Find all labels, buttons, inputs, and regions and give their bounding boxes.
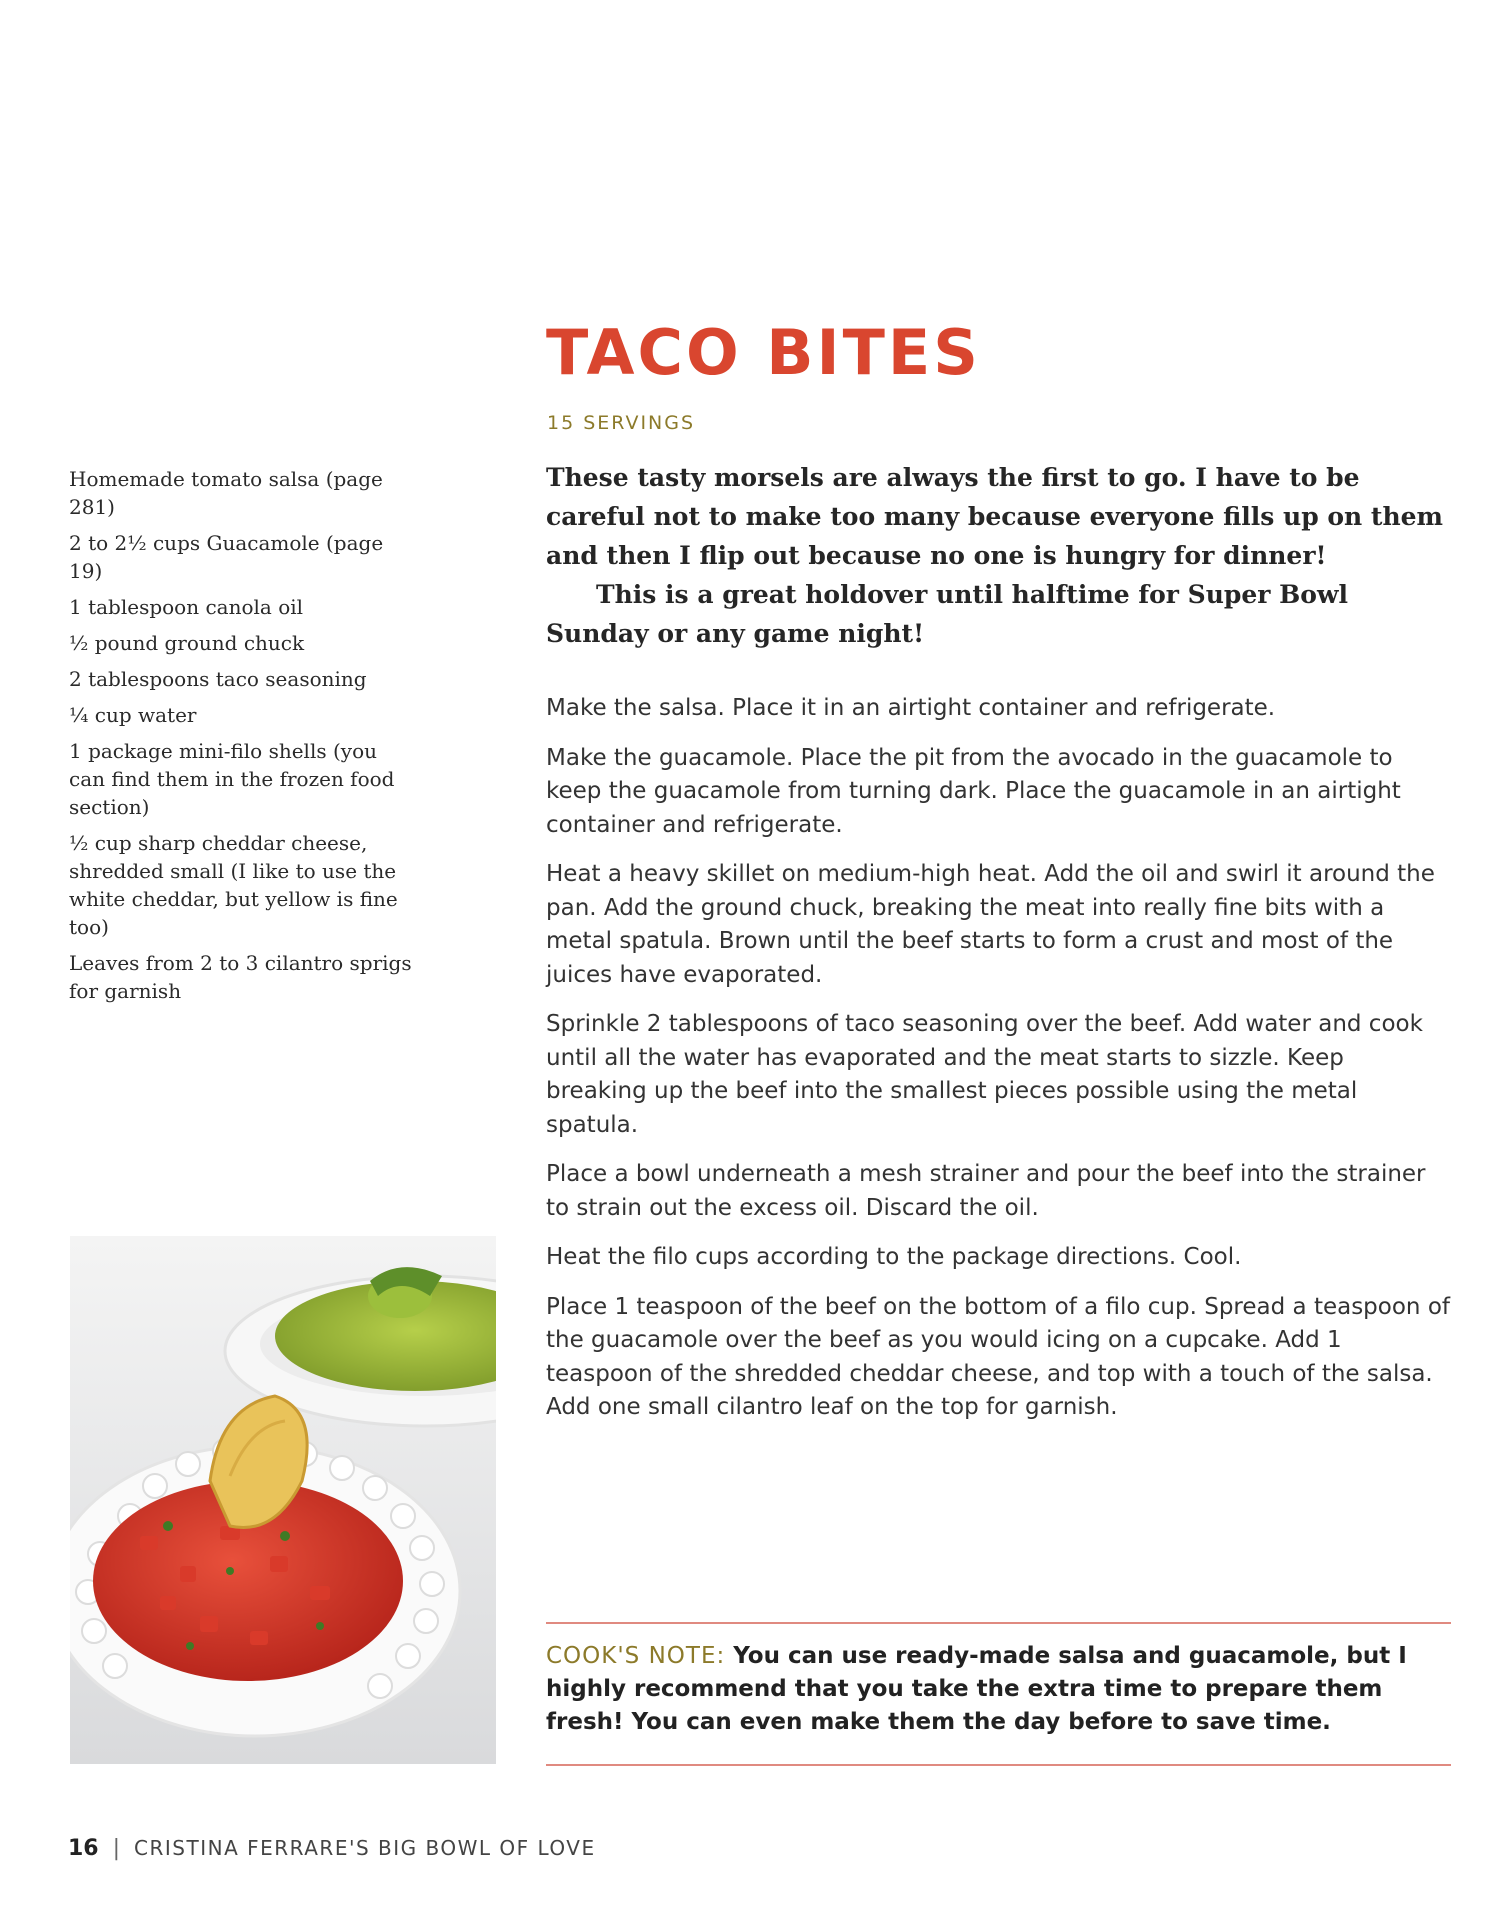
step-paragraph: Make the salsa. Place it in an airtight container and refrigerate. xyxy=(546,695,1276,721)
cooks-note-label: COOK'S NOTE: xyxy=(546,1643,726,1669)
intro-paragraph: This is a great holdover until halftime for Super Bowl Sunday or any game night! xyxy=(546,580,1349,648)
note-top-rule xyxy=(546,1622,1451,1624)
ingredient-item: 2 to 2½ cups Guacamole (page 19) xyxy=(69,531,384,583)
step-paragraph: Place 1 teaspoon of the beef on the bottom of a filo cup. Spread a teaspoon of the guacamole over the beef as you would icing on a cupcake. Add 1 teaspoon of the shredded cheddar cheese, and top with a touch of the salsa. Add one small cilantro leaf on the top for garnish. xyxy=(546,1293,1450,1420)
recipe-steps xyxy=(546,692,1451,1441)
ingredient-item: ½ cup sharp cheddar cheese, shredded small (I like to use the white cheddar, but yellow is fine too) xyxy=(69,831,398,939)
note-bottom-rule xyxy=(546,1764,1451,1766)
step-paragraph: Make the guacamole. Place the pit from the avocado in the guacamole to keep the guacamole from turning dark. Place the guacamole in an airtight container and refrigerate. xyxy=(546,744,1401,838)
recipe-intro xyxy=(546,458,1446,653)
intro-paragraph: These tasty morsels are always the first to go. I have to be careful not to make too many because everyone fills up on them and then I flip out because no one is hungry for dinner! xyxy=(546,463,1444,570)
recipe-title: TACO BITES xyxy=(546,316,981,389)
servings-label: 15 SERVINGS xyxy=(547,412,696,434)
ingredient-item: Leaves from 2 to 3 cilantro sprigs for garnish xyxy=(69,951,412,1003)
food-photo xyxy=(70,1236,496,1764)
step-paragraph: Heat a heavy skillet on medium-high heat. Add the oil and swirl it around the pan. Add the ground chuck, breaking the meat into really fine bits with a metal spatula. Brown until the beef starts to form a crust and most of the juices have evaporated. xyxy=(546,861,1435,988)
cooks-note-text: You can use ready-made salsa and guacamole, but I highly recommend that you take the extra time to prepare them fresh! You can even make them the day before to save time. xyxy=(546,1643,1407,1735)
ingredient-item: ½ pound ground chuck xyxy=(69,631,305,655)
ingredient-item: 1 tablespoon canola oil xyxy=(69,595,304,619)
ingredient-list xyxy=(69,465,419,1013)
ingredient-item: ¼ cup water xyxy=(69,703,197,727)
ingredient-item: 2 tablespoons taco seasoning xyxy=(69,667,367,691)
ingredient-item: 1 package mini-filo shells (you can find them in the frozen food section) xyxy=(69,739,395,819)
page-footer xyxy=(68,1836,596,1861)
ingredient-item: Homemade tomato salsa (page 281) xyxy=(69,467,383,519)
footer-separator: | xyxy=(112,1836,121,1861)
step-paragraph: Heat the filo cups according to the package directions. Cool. xyxy=(546,1244,1242,1270)
page-number: 16 xyxy=(68,1836,99,1861)
step-paragraph: Place a bowl underneath a mesh strainer and pour the beef into the strainer to strain out the excess oil. Discard the oil. xyxy=(546,1161,1426,1221)
book-title: CRISTINA FERRARE'S BIG BOWL OF LOVE xyxy=(134,1836,596,1860)
cooks-note xyxy=(546,1640,1451,1739)
step-paragraph: Sprinkle 2 tablespoons of taco seasoning over the beef. Add water and cook until all the water has evaporated and the meat starts to sizzle. Keep breaking up the beef into the smallest pieces possible using the metal spatula. xyxy=(546,1011,1423,1138)
